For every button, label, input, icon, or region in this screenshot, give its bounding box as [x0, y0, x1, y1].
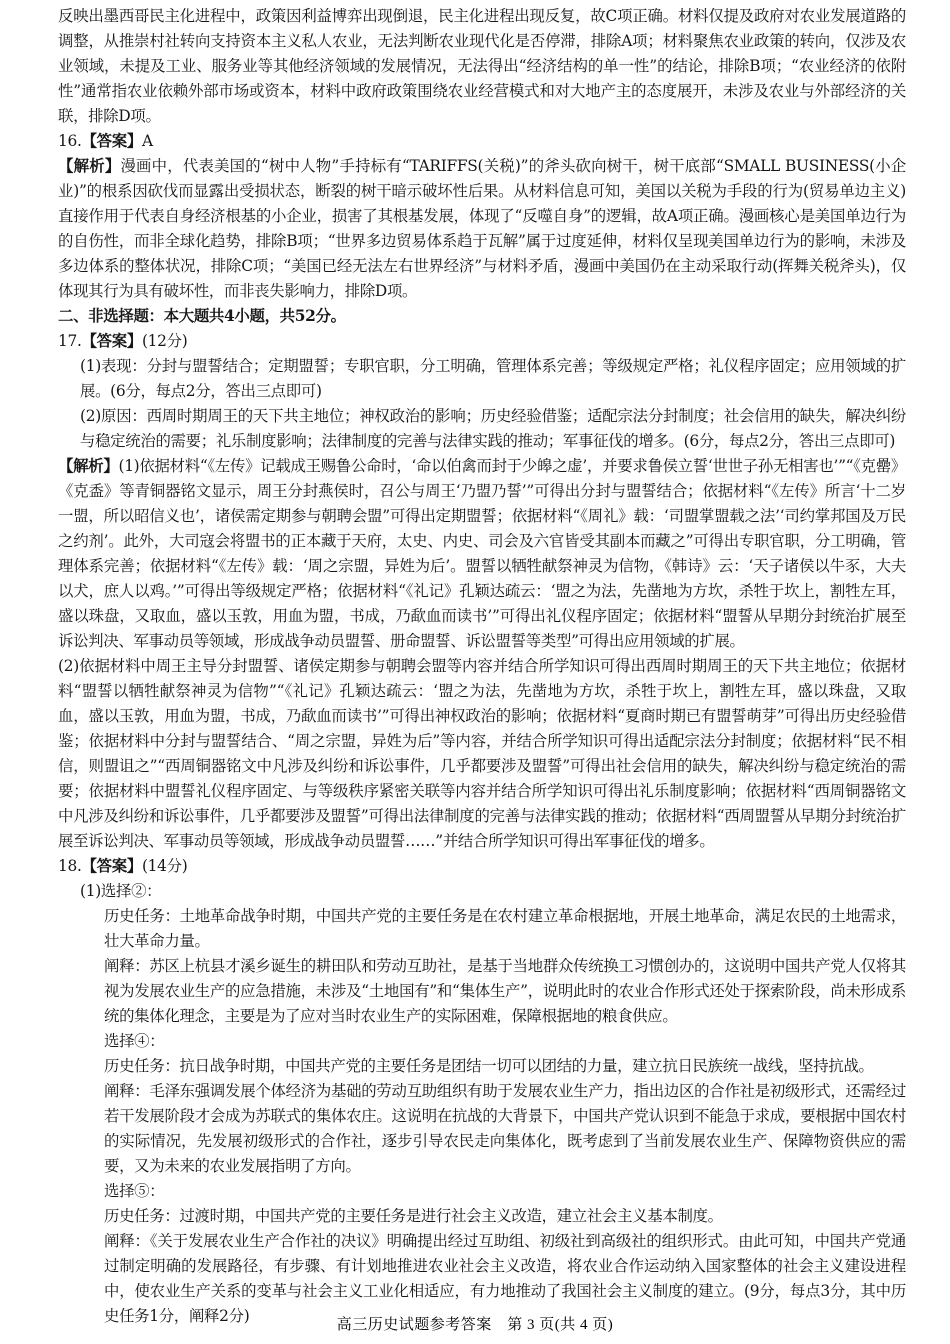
q18-choice-4: 选择④：: [104, 1032, 165, 1050]
q17-answer-part2: (2)原因：西周时期周王的天下共主地位；神权政治的影响；历史经验借鉴；适配宗法分封制度；社会信用的缺失，解决纠纷与稳定统治的需要；礼乐制度影响；法律制度的完善与法律实践的推动；军事征伐的增多。(6分，每点2分，答出三点即可): [80, 407, 906, 450]
score: (14分): [141, 857, 188, 875]
q17-analysis-part1: [58, 454, 906, 654]
q18-choice-2: (1)选择②：: [80, 882, 162, 900]
q18-task-5: 历史任务：过渡时期，中国共产党的主要任务是进行社会主义改造，建立社会主义基本制度。: [104, 1207, 723, 1225]
question-number: 17.: [58, 332, 82, 350]
q18-task-4: 历史任务：抗日战争时期，中国共产党的主要任务是团结一切可以团结的力量，建立抗日民族统一战线，坚持抗战。: [104, 1057, 874, 1075]
q18-explain-2: 阐释：苏区上杭县才溪乡诞生的耕田队和劳动互助社，是基于当地群众传统换工习惯创办的，这说明中国共产党人仅将其视为发展农业生产的应急措施，未涉及“土地国有”和“集体生产”，说明此时的农业合作形式还处于探索阶段，尚未形成系统的集体化理念，主要是为了应对当时农业生产的实际困难，保障根据地的粮食供应。: [104, 957, 906, 1025]
q18-explain-4: 阐释：毛泽东强调发展个体经济为基础的劳动互助组织有助于发展农业生产力，指出边区的合作社是初级形式，还需经过若干发展阶段才会成为苏联式的集体农庄。这说明在抗战的大背景下，中国共产党认识到不能急于求成，要根据中国农村的实际情况，先发展初级形式的合作社，逐步引导农民走向集体化，既考虑到了当前发展农业生产、保障物资供应的需要，又为未来的农业发展指明了方向。: [104, 1082, 906, 1175]
answer-tag: 【答案】: [81, 857, 142, 875]
analysis-text: (1)依据材料“《左传》记载成王赐鲁公命时，‘命以伯禽而封于少皞之虚’，并要求鲁侯立誓‘世世子孙无相害也’”“《克罍》《克盉》等青铜器铭文显示，周王分封燕侯时，召公与周王‘乃盟乃誓’”可得出分封与盟誓结合；依据材料“《左传》所言‘十二岁一盟，所以昭信义也’，诸侯需定期参与朝聘会盟”可得出定期盟誓；依据材料“《周礼》载：‘司盟掌盟载之法’‘司约掌邦国及万民之约剂’。此外，大司寇会将盟书的正本藏于天府，太史、内史、司会及六官皆受其副本而藏之”可得出专职官职，分工明确，管理体系完善；依据材料“《左传》载：‘周之宗盟，异姓为后’。盟誓以牺牲献祭神灵为信物，《韩诗》云：‘天子诸侯以牛豕，大夫以犬，庶人以鸡。’”可得出等级规定严格；依据材料“《礼记》孔颖达疏云：‘盟之为法，先凿地为方坎，杀牲于坎上，割牲左耳，盛以珠盘，又取血，盛以玉敦，用血为盟，书成，乃歃血而读书’”可得出礼仪程序固定；依据材料“盟誓从早期分封统治扩展至诉讼判决、军事动员等领域，形成战争动员盟誓、册命盟誓、诉讼盟誓等类型”可得出应用领域的扩展。: [58, 457, 906, 650]
q16-answer-line: [58, 129, 906, 154]
question-number: 18.: [58, 857, 82, 875]
q17-answer-line: [58, 329, 906, 354]
q16-analysis: [58, 154, 906, 304]
q18-answer-line: [58, 854, 906, 879]
question-number: 16.: [58, 132, 82, 150]
analysis-tag: 【解析】: [58, 457, 119, 475]
analysis-tag: 【解析】: [58, 157, 121, 175]
q15-analysis-continued: 反映出墨西哥民主化进程中，政策因利益博弈出现倒退，民主化进程出现反复，故C项正确。材料仅提及政府对农业发展道路的调整，从推崇村社转向支持资本主义私人农业，无法判断农业现代化是否停滞，排除A项；材料聚焦农业政策的转向，仅涉及农业领域，未提及工业、服务业等其他经济领域的发展情况，无法得出“经济结构的单一性”的结论，排除B项；“农业经济的依附性”通常指农业依赖外部市场或资本，材料中政府政策围绕农业经营模式和对大地产主的态度展开，未涉及农业与外部经济的关联，排除D项。: [58, 7, 906, 125]
score: (12分): [141, 332, 188, 350]
answer-tag: 【答案】: [81, 332, 142, 350]
q18-explain-5: 阐释：《关于发展农业生产合作社的决议》明确提出经过互助组、初级社到高级社的组织形式。由此可知，中国共产党通过制定明确的发展路径，有步骤、有计划地推进农业社会主义改造，将农业合作运动纳入国家整体的社会主义建设进程中，使农业生产关系的变革与社会主义工业化相适应，有力地推动了我国社会主义制度的建立。(9分，每点3分，其中历史任务1分，阐释2分): [104, 1232, 906, 1325]
q18-task-2: 历史任务：土地革命战争时期，中国共产党的主要任务是在农村建立革命根据地，开展土地革命，满足农民的土地需求，壮大革命力量。: [104, 907, 906, 950]
page-footer: 高三历史试题参考答案 第 3 页(共 4 页): [336, 1317, 614, 1333]
q17-answer-part1: (1)表现：分封与盟誓结合；定期盟誓；专职官职，分工明确，管理体系完善；等级规定严格；礼仪程序固定；应用领域的扩展。(6分，每点2分，答出三点即可): [80, 357, 906, 400]
answer-value: A: [141, 132, 153, 150]
q17-analysis-part2: (2)依据材料中周王主导分封盟誓、诸侯定期参与朝聘会盟等内容并结合所学知识可得出西周时期周王的天下共主地位；依据材料“盟誓以牺牲献祭神灵为信物”“《礼记》孔颖达疏云：‘盟之为法，先凿地为方坎，杀牲于坎上，割牲左耳，盛以珠盘，又取血，盛以玉敦，用血为盟，书成，乃歃血而读书’”可得出神权政治的影响；依据材料“夏商时期已有盟誓萌芽”可得出历史经验借鉴；依据材料中分封与盟誓结合、“周之宗盟，异姓为后”等内容，并结合所学知识可得出适配宗法分封制度；依据材料“民不相信，则盟诅之”“西周铜器铭文中凡涉及纠纷和诉讼事件，几乎都要涉及盟誓”可得出社会信用的缺失，解决纠纷与稳定统治的需要；依据材料中盟誓礼仪程序固定、与等级秩序紧密关联等内容并结合所学知识可得出礼乐制度影响；依据材料“西周铜器铭文中凡涉及纠纷和诉讼事件，几乎都要涉及盟誓”可得出法律制度的完善与法律实践的推动；依据材料“西周盟誓从早期分封统治扩展至诉讼判决、军事动员等领域，形成战争动员盟誓……”并结合所学知识可得出军事征伐的增多。: [58, 657, 906, 850]
q18-choice-5: 选择⑤：: [104, 1182, 165, 1200]
section-heading: 二、非选择题：本大题共4小题，共52分。: [58, 307, 346, 325]
answer-tag: 【答案】: [81, 132, 142, 150]
analysis-text: 漫画中，代表美国的“树中人物”手持标有“TARIFFS(关税)”的斧头砍向树干，树干底部“SMALL BUSINESS(小企业)”的根系因砍伐而显露出受损状态，断裂的树干暗示破坏性后果。从材料信息可知，美国以关税为手段的行为(贸易单边主义)直接作用于代表自身经济根基的小企业，损害了其根基发展，体现了“反噬自身”的逻辑，故A项正确。漫画核心是美国单边行为的自伤性，而非全球化趋势，排除B项；“世界多边贸易体系趋于瓦解”属于过度延伸，材料仅呈现美国单边行为的影响，未涉及多边体系的整体状况，排除C项；“美国已经无法左右世界经济”与材料矛盾，漫画中美国仍在主动采取行动(挥舞关税斧头)，仅体现其行为具有破坏性，而非丧失影响力，排除D项。: [58, 157, 906, 300]
